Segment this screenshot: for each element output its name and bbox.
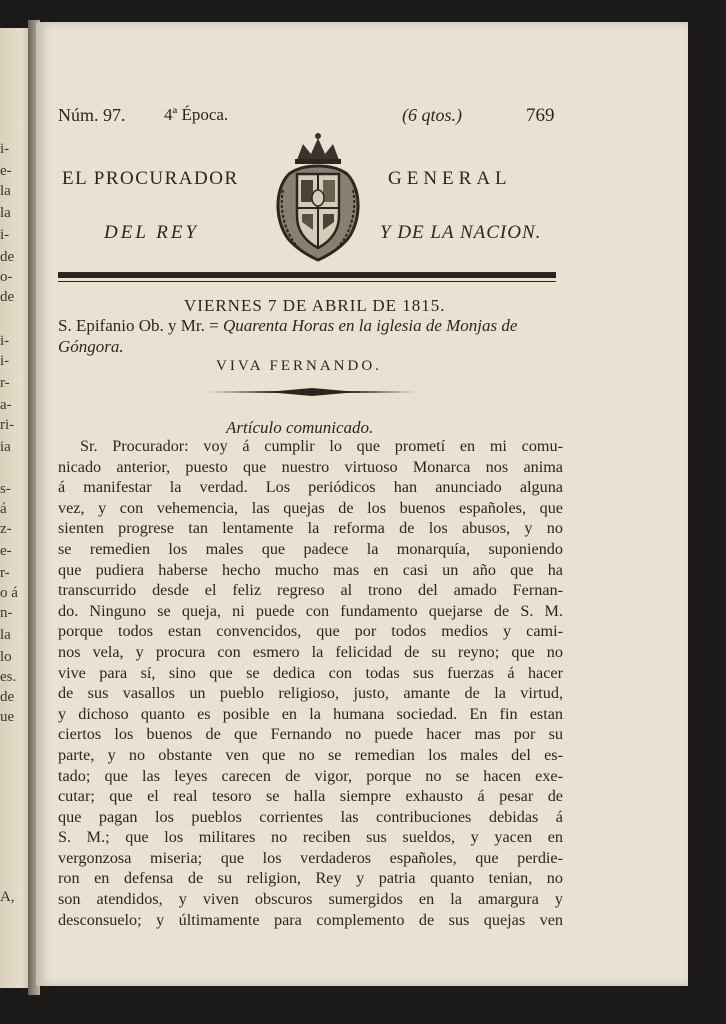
previous-page-text-fragment: á	[0, 501, 7, 517]
article-line: de sus vasallos un pueblo religioso, justo, amante de la virtud,	[58, 684, 563, 703]
ornament-divider-icon	[208, 388, 416, 396]
article-line: vez, y con vehemencia, las quejas de los buenos españoles, que	[58, 498, 563, 517]
previous-page-text-fragment: de	[0, 689, 15, 705]
previous-page-text-fragment: i-	[0, 227, 10, 243]
previous-page-text-fragment: de	[0, 249, 15, 265]
previous-page-text-fragment: e-	[0, 163, 12, 179]
previous-page-text-fragment: la	[0, 627, 11, 643]
dateline: VIERNES 7 DE ABRIL DE 1815.	[184, 296, 446, 315]
article-line: porque todos estan convencidos, que por todos medios y cami-	[58, 622, 563, 641]
article-line: nos vela, y procura con esmero la felicidad de su reyno; que no	[58, 642, 563, 661]
article-line: do. Ninguno se queja, ni puede con fundamento quejarse de S. M.	[58, 601, 563, 620]
previous-page-text-fragment: o-	[0, 269, 13, 285]
article-line: parte, y no obstante ven que no se remedian los males del es-	[58, 745, 563, 764]
page-number: 769	[526, 105, 555, 126]
article-line: sienten progrese tan lentamente la reforma de los abusos, y no	[58, 519, 563, 538]
motto: VIVA FERNANDO.	[216, 358, 382, 374]
previous-page-text-fragment: ue	[0, 709, 15, 725]
previous-page-text-fragment: a-	[0, 397, 12, 413]
previous-page-text-fragment: r-	[0, 375, 10, 391]
article-line: tado; que las leyes carecen de vigor, porque no se hacen exe-	[58, 766, 563, 785]
article-body	[58, 436, 563, 930]
article-line: vergonzosa miseria; que los verdaderos españoles, que perdie-	[58, 848, 563, 867]
article-line: que pagan los pueblos corrientes las contribuciones debidas á	[58, 807, 563, 826]
previous-page-text-fragment: la	[0, 205, 11, 221]
masthead-subtitle-left: DEL REY	[104, 222, 200, 243]
previous-page-text-fragment: A,	[0, 889, 15, 905]
article-line: y dichoso quanto es posible en la humana sociedad. En fin estan	[58, 704, 563, 723]
previous-page-text-fragment: ri-	[0, 417, 15, 433]
previous-page-text-fragment: z-	[0, 521, 12, 537]
masthead-title-left: EL PROCURADOR	[62, 168, 239, 189]
article-line: vive para sí, sino que se dedica con todas sus fuerzas á hacer	[58, 663, 563, 682]
newspaper-page	[36, 22, 688, 986]
previous-page-text-fragment: e-	[0, 543, 12, 559]
previous-page-text-fragment: s-	[0, 481, 11, 497]
royal-coat-of-arms-icon	[269, 130, 367, 264]
previous-page-text-fragment: o á	[0, 585, 18, 601]
previous-page-text-fragment: de	[0, 289, 15, 305]
previous-page-text-fragment: lo	[0, 649, 12, 665]
article-line: S. M.; que los militares no reciben sus sueldos, y yacen en	[58, 828, 563, 847]
epoch-label: 4ª Época.	[164, 105, 229, 124]
masthead-rule-thin	[58, 281, 556, 282]
quarters-label: (6 qtos.)	[402, 105, 462, 125]
article-line: ron en defensa de su religion, Rey y patria quanto tenian, no	[58, 869, 563, 888]
previous-page-text-fragment: n-	[0, 605, 13, 621]
article-title: Artículo comunicado.	[226, 418, 374, 437]
previous-page-text-fragment: i-	[0, 333, 10, 349]
article-line: son atendidos, y viven obscuros sumergidos en la amargura y	[58, 890, 563, 909]
previous-page-text-fragment: i-	[0, 141, 10, 157]
saints-prefix: S. Epifanio Ob. y Mr. =	[58, 316, 223, 335]
issue-number: Núm. 97.	[58, 105, 126, 125]
masthead-rule-thick	[58, 272, 556, 278]
masthead-title-right: GENERAL	[388, 168, 512, 189]
article-line: que pudiera haberse hecho mucho mas en casi un año que ha	[58, 560, 563, 579]
article-line: Sr. Procurador: voy á cumplir lo que prometí en mi comu-	[80, 437, 563, 455]
article-line: se remedien los males que padece la monarquía, suponiendo	[58, 539, 563, 558]
masthead-subtitle-right: Y DE LA NACION.	[380, 222, 542, 243]
previous-page-text-fragment: es.	[0, 669, 17, 685]
previous-page-edge	[0, 28, 30, 988]
article-line: ciertos los buenos de que Fernando no puede hacer mas por su	[58, 725, 563, 744]
article-line: cutar; que el real tesoro se halla siempre exhausto á pesar de	[58, 787, 563, 806]
saints-italic: Quarenta Horas en la iglesia de Monjas de Góngora.	[58, 316, 518, 356]
article-line: nicado anterior, puesto que nuestro virtuoso Monarca nos anima	[58, 457, 563, 476]
article-line: á manifestar la verdad. Los periódicos han anunciado alguna	[58, 478, 563, 497]
previous-page-text-fragment: la	[0, 183, 11, 199]
previous-page-text-fragment: ia	[0, 439, 11, 455]
article-line: desconsuelo; y últimamente para complemento de sus quejas ven	[58, 910, 563, 929]
previous-page-text-fragment: i-	[0, 353, 10, 369]
saints-of-the-day	[58, 315, 558, 357]
article-line: transcurrido desde el feliz regreso al trono del amado Fernan-	[58, 581, 563, 600]
previous-page-text-fragment: r-	[0, 565, 10, 581]
